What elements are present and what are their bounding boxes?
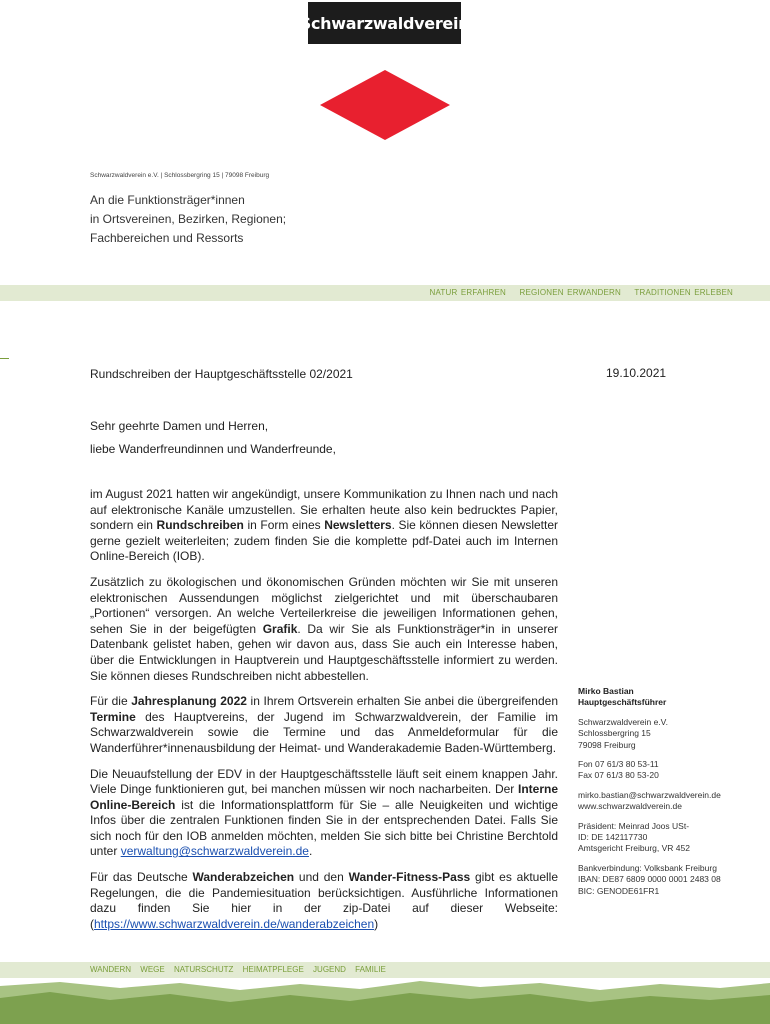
footer-item: FAMILIE — [355, 965, 386, 974]
contact-name: Mirko Bastian — [578, 686, 634, 696]
contact-city: 79098 Freiburg — [578, 739, 636, 750]
letter-date: 19.10.2021 — [606, 366, 667, 380]
paragraph: Zusätzlich zu ökologischen und ökonomischen Gründen möchten wir Sie mit unseren elektronischen Aussendungen möglichst zielgerichtet und mit überschaubaren „Portionen“ versorgen. An welche Verteilerkreise die jeweiligen Informationen gehen, sehen Sie in der beigefügten Grafik. Da wir Sie als Funktionsträger*in in unserer Datenbank gelistet haben, gehen wir davon aus, dass Sie auch ein Interesse haben, über die Entwicklungen in Hauptverein und Hauptgeschäftsstelle informiert zu werden. Sie können dieses Rundschreiben nicht abbestellen. — [90, 574, 558, 683]
contact-email: mirko.bastian@schwarzwaldverein.de — [578, 789, 721, 800]
contact-fon: Fon 07 61/3 80 53-11 — [578, 759, 659, 770]
bank: Bankverbindung: Volksbank Freiburg — [578, 862, 717, 873]
iban: IBAN: DE87 6809 0000 0001 2483 08 — [578, 874, 721, 885]
paragraph: Für die Jahresplanung 2022 in Ihrem Ortsverein erhalten Sie anbei die übergreifenden Termine des Hauptvereins, der Jugend im Schwarzwaldverein, der Familie im Schwarzwaldverein sowie die Termine und das Anmeldeformular für die Wanderführer*innenausbildung der Heimat- und Wanderakademie Baden-Württemberg. — [90, 694, 558, 755]
bic: BIC: GENODE61FR1 — [578, 885, 660, 896]
contact-org: Schwarzwaldverein e.V. — [578, 716, 668, 727]
footer-item: HEIMATPFLEGE — [242, 965, 304, 974]
contact-street: Schlossbergring 15 — [578, 728, 651, 739]
mountain-silhouette — [0, 978, 770, 1024]
footer-item: WEGE — [140, 965, 165, 974]
contact-web: www.schwarzwaldverein.de — [578, 801, 682, 812]
fold-mark — [0, 358, 9, 359]
contact-fax: Fax 07 61/3 80 53-20 — [578, 770, 659, 781]
slogan — [419, 288, 733, 297]
footer-item: JUGEND — [313, 965, 346, 974]
footer-item: WANDERN — [90, 965, 132, 974]
court: Amtsgericht Freiburg, VR 452 — [578, 843, 690, 854]
paragraph: Die Neuaufstellung der EDV in der Hauptgeschäftsstelle läuft seit einem knappen Jahr. Viele Dinge funktionieren gut, bei manchen müssen wir noch nacharbeiten. Der Interne Online-Bereich ist die Informationsplattform für Sie – alle Neuigkeiten und wichtige Infos über die zentralen Funktionen finden Sie in der entsprechenden Datei. Falls Sie sich noch für den IOB anmelden möchten, melden Sie sich bitte bei Christine Berchtold unter verwaltung@schwarzwaldverein.de. — [90, 766, 558, 859]
contact-role: Hauptgeschäftsführer — [578, 697, 667, 708]
email-link[interactable]: verwaltung@schwarzwaldverein.de — [120, 844, 309, 859]
president: Präsident: Meinrad Joos USt- — [578, 820, 690, 831]
logo-text: Schwarzwaldverein — [299, 13, 470, 33]
slogan-item: TRADITIONEN ERLEBEN — [634, 288, 733, 297]
slogan-item: REGIONEN ERWANDERN — [519, 288, 621, 297]
letter-subject: Rundschreiben der Hauptgeschäftsstelle 02/2021 — [90, 367, 353, 381]
slogan-item: NATUR ERFAHREN — [429, 288, 507, 297]
recipient-line-2: in Ortsvereinen, Bezirken, Regionen; — [90, 212, 287, 226]
ust-id: ID: DE 142117730 — [578, 832, 648, 843]
recipient-line-3: Fachbereichen und Ressorts — [90, 231, 244, 245]
recipient-line-1: An die Funktionsträger*innen — [90, 193, 245, 207]
contact-sidebar — [578, 686, 768, 897]
sender-line: Schwarzwaldverein e.V. | Schlossbergring 15 | 79098 Freiburg — [90, 172, 270, 179]
salutation-2: liebe Wanderfreundinnen und Wanderfreunde, — [90, 442, 336, 456]
logo — [299, 2, 470, 44]
footer-nav — [90, 965, 393, 974]
letter-body — [90, 487, 558, 942]
salutation-1: Sehr geehrte Damen und Herren, — [90, 419, 269, 433]
footer-item: NATURSCHUTZ — [173, 965, 234, 974]
wanderabzeichen-link[interactable]: https://www.schwarzwaldverein.de/wanderabzeichen — [94, 916, 375, 931]
paragraph: Für das Deutsche Wanderabzeichen und den Wander-Fitness-Pass gibt es aktuelle Regelungen, die die Pandemiesituation berücksichtigen. Ausführliche Informationen dazu finden Sie hier in der zip-Datei auf dieser Webseite: (https://www.schwarzwaldverein.de/wanderabzeichen) — [90, 870, 559, 931]
diamond-logo-mark — [320, 70, 450, 140]
paragraph: im August 2021 hatten wir angekündigt, unsere Kommunikation zu Ihnen nach und nach auf elektronische Kanäle umzustellen. Sie erhalten heute also kein bedrucktes Papier, sondern ein Rundschreiben in Form eines Newsletters. Sie können diesen Newsletter gerne gezielt weiterleiten; zudem finden Sie die komplette pdf-Datei auch im Internen Online-Bereich (IOB). — [90, 487, 558, 564]
